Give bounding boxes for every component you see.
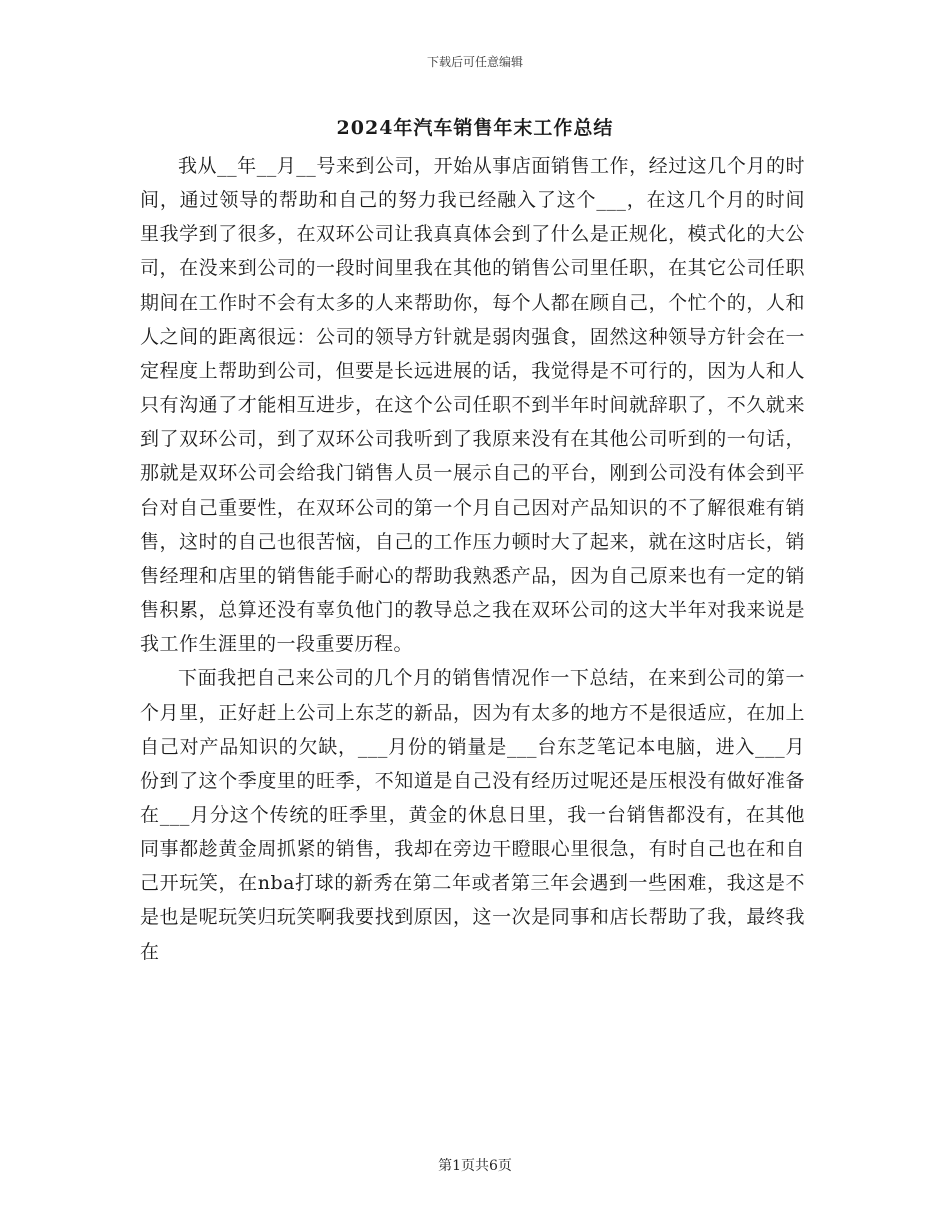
page-number: 第1页共6页 [438, 1158, 512, 1174]
page-header [0, 54, 950, 70]
document-body [140, 149, 805, 969]
page-footer [0, 1157, 950, 1175]
header-note: 下载后可任意编辑 [426, 55, 523, 69]
body-paragraph-2: 下面我把自己来公司的几个月的销售情况作一下总结，在来到公司的第一个月里，正好赶上公司上东芝的新品，因为有太多的地方不是很适应，在加上自己对产品知识的欠缺，___月份的销量是___台东芝笔记本电脑，进入___月份到了这个季度里的旺季，不知道是自己没有经历过呢还是压根没有做好准备在___月分这个传统的旺季里，黄金的休息日里，我一台销售都没有，在其他同事都趁黄金周抓紧的销售，我却在旁边干瞪眼心里很急，有时自己也在和自己开玩笑，在nba打球的新秀在第二年或者第三年会遇到一些困难，我这是不是也是呢玩笑归玩笑啊我要找到原因，这一次是同事和店长帮助了我，最终我在 [140, 667, 805, 963]
body-paragraph-1: 我从__年__月__号来到公司，开始从事店面销售工作，经过这几个月的时间，通过领导的帮助和自己的努力我已经融入了这个___，在这几个月的时间里我学到了很多，在双环公司让我真真体会到了什么是正规化，模式化的大公司，在没来到公司的一段时间里我在其他的销售公司里任职，在其它公司任职期间在工作时不会有太多的人来帮助你，每个人都在顾自己，个忙个的，人和人之间的距离很远：公司的领导方针就是弱肉强食，固然这种领导方针会在一定程度上帮助到公司，但要是长远进展的话，我觉得是不可行的，因为人和人只有沟通了才能相互进步，在这个公司任职不到半年时间就辞职了，不久就来到了双环公司，到了双环公司我听到了我原来没有在其他公司听到的一句话，那就是双环公司会给我门销售人员一展示自己的平台，刚到公司没有体会到平台对自己重要性，在双环公司的第一个月自己因对产品知识的不了解很难有销售，这时的自己也很苦恼，自己的工作压力顿时大了起来，就在这时店长，销售经理和店里的销售能手耐心的帮助我熟悉产品，因为自己原来也有一定的销售积累，总算还没有辜负他门的教导总之我在双环公司的这大半年对我来说是我工作生涯里的一段重要历程。 [140, 155, 805, 656]
document-title: 2024年汽车销售年末工作总结 [336, 117, 614, 139]
